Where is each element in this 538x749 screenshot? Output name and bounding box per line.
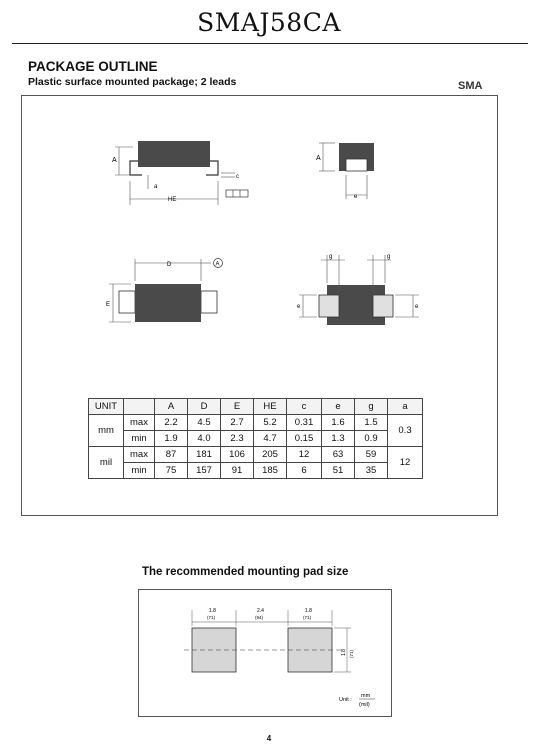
mounting-pad-drawing [139,590,391,716]
table-header-cell: A [155,399,188,415]
value-cell: 2.7 [221,415,254,431]
table-header-cell: g [355,399,388,415]
dim-height-sub: (71) [349,649,354,658]
value-cell: 4.5 [188,415,221,431]
a-value-cell: 0.3 [388,415,423,447]
side-view-drawing [112,141,248,205]
limit-cell: min [124,431,155,447]
value-cell: 63 [322,447,355,463]
mounting-pad-frame [138,589,392,717]
table-header-cell: e [322,399,355,415]
document-title: SMAJ58CA [197,8,341,37]
table-row [89,447,423,463]
value-cell: 1.9 [155,431,188,447]
value-cell: 0.9 [355,431,388,447]
dim-g-right-label: g [387,254,391,260]
dim-E-label: E [106,302,111,308]
value-cell: 185 [254,463,287,479]
left-pad [192,628,236,672]
dim-e-right-label: e [415,304,419,310]
value-cell: 4.7 [254,431,287,447]
value-cell: 6 [287,463,322,479]
unit-mil: (mil) [359,702,370,708]
value-cell: 35 [355,463,388,479]
unit-label: Unit : [339,697,352,703]
dim-D-label: D [167,262,172,268]
dimensions-table [88,398,423,479]
value-cell: 181 [188,447,221,463]
a-value-cell: 12 [388,447,423,479]
unit-cell: mil [89,447,124,479]
value-cell: 1.5 [355,415,388,431]
limit-cell: max [124,415,155,431]
right-pad [288,628,332,672]
value-cell: 2.2 [155,415,188,431]
value-cell: 4.0 [188,431,221,447]
end-dim-A-label: A [316,155,321,162]
dim-left-label: 1.8 [209,608,216,614]
dim-right-sub: (71) [303,615,312,620]
dim-height-label: 1.8 [341,649,347,656]
dim-g-left-label: g [329,254,333,260]
table-header-cell: c [287,399,322,415]
table-header-cell: D [188,399,221,415]
package-outline-drawings [21,95,498,395]
value-cell: 5.2 [254,415,287,431]
bottom-view-drawing [297,254,419,325]
top-view-drawing [106,259,223,323]
value-cell: 2.3 [221,431,254,447]
unit-mm: mm [361,693,371,699]
table-row [89,431,423,447]
value-cell: 12 [287,447,322,463]
unit-cell: mm [89,415,124,447]
table-header-cell: HE [254,399,287,415]
value-cell: 0.15 [287,431,322,447]
datum-A-label: A [215,261,220,268]
value-cell: 75 [155,463,188,479]
value-cell: 87 [155,447,188,463]
table-row [89,415,423,431]
value-cell: 205 [254,447,287,463]
dim-c-label: c [236,174,239,180]
table-header-row [89,399,423,415]
value-cell: 157 [188,463,221,479]
table-header-cell: a [388,399,423,415]
dim-a-label: a [154,184,158,190]
dim-e-left-label: e [297,304,301,310]
table-header-cell: UNIT [89,399,124,415]
dim-right-label: 1.8 [305,608,312,614]
limit-cell: min [124,463,155,479]
value-cell: 51 [322,463,355,479]
value-cell: 91 [221,463,254,479]
page-number: 4 [266,734,272,743]
title-divider [12,43,528,44]
table-header-cell: E [221,399,254,415]
package-outline-subtitle: Plastic surface mounted package; 2 leads [28,76,237,88]
value-cell: 1.3 [322,431,355,447]
value-cell: 59 [355,447,388,463]
end-dim-e-label: e [354,194,358,200]
value-cell: 0.31 [287,415,322,431]
value-cell: 106 [221,447,254,463]
table-row [89,463,423,479]
package-code: SMA [458,80,483,92]
table-header-cell [124,399,155,415]
dim-HE-label: HE [168,197,177,203]
dim-mid-label: 2.4 [257,608,264,614]
dim-A-label: A [112,157,117,164]
dim-mid-sub: (94) [255,615,264,620]
value-cell: 1.6 [322,415,355,431]
end-view-drawing [316,143,374,200]
limit-cell: max [124,447,155,463]
mounting-pad-heading: The recommended mounting pad size [142,566,349,578]
dim-left-sub: (71) [207,615,216,620]
package-outline-heading: PACKAGE OUTLINE [28,59,158,74]
